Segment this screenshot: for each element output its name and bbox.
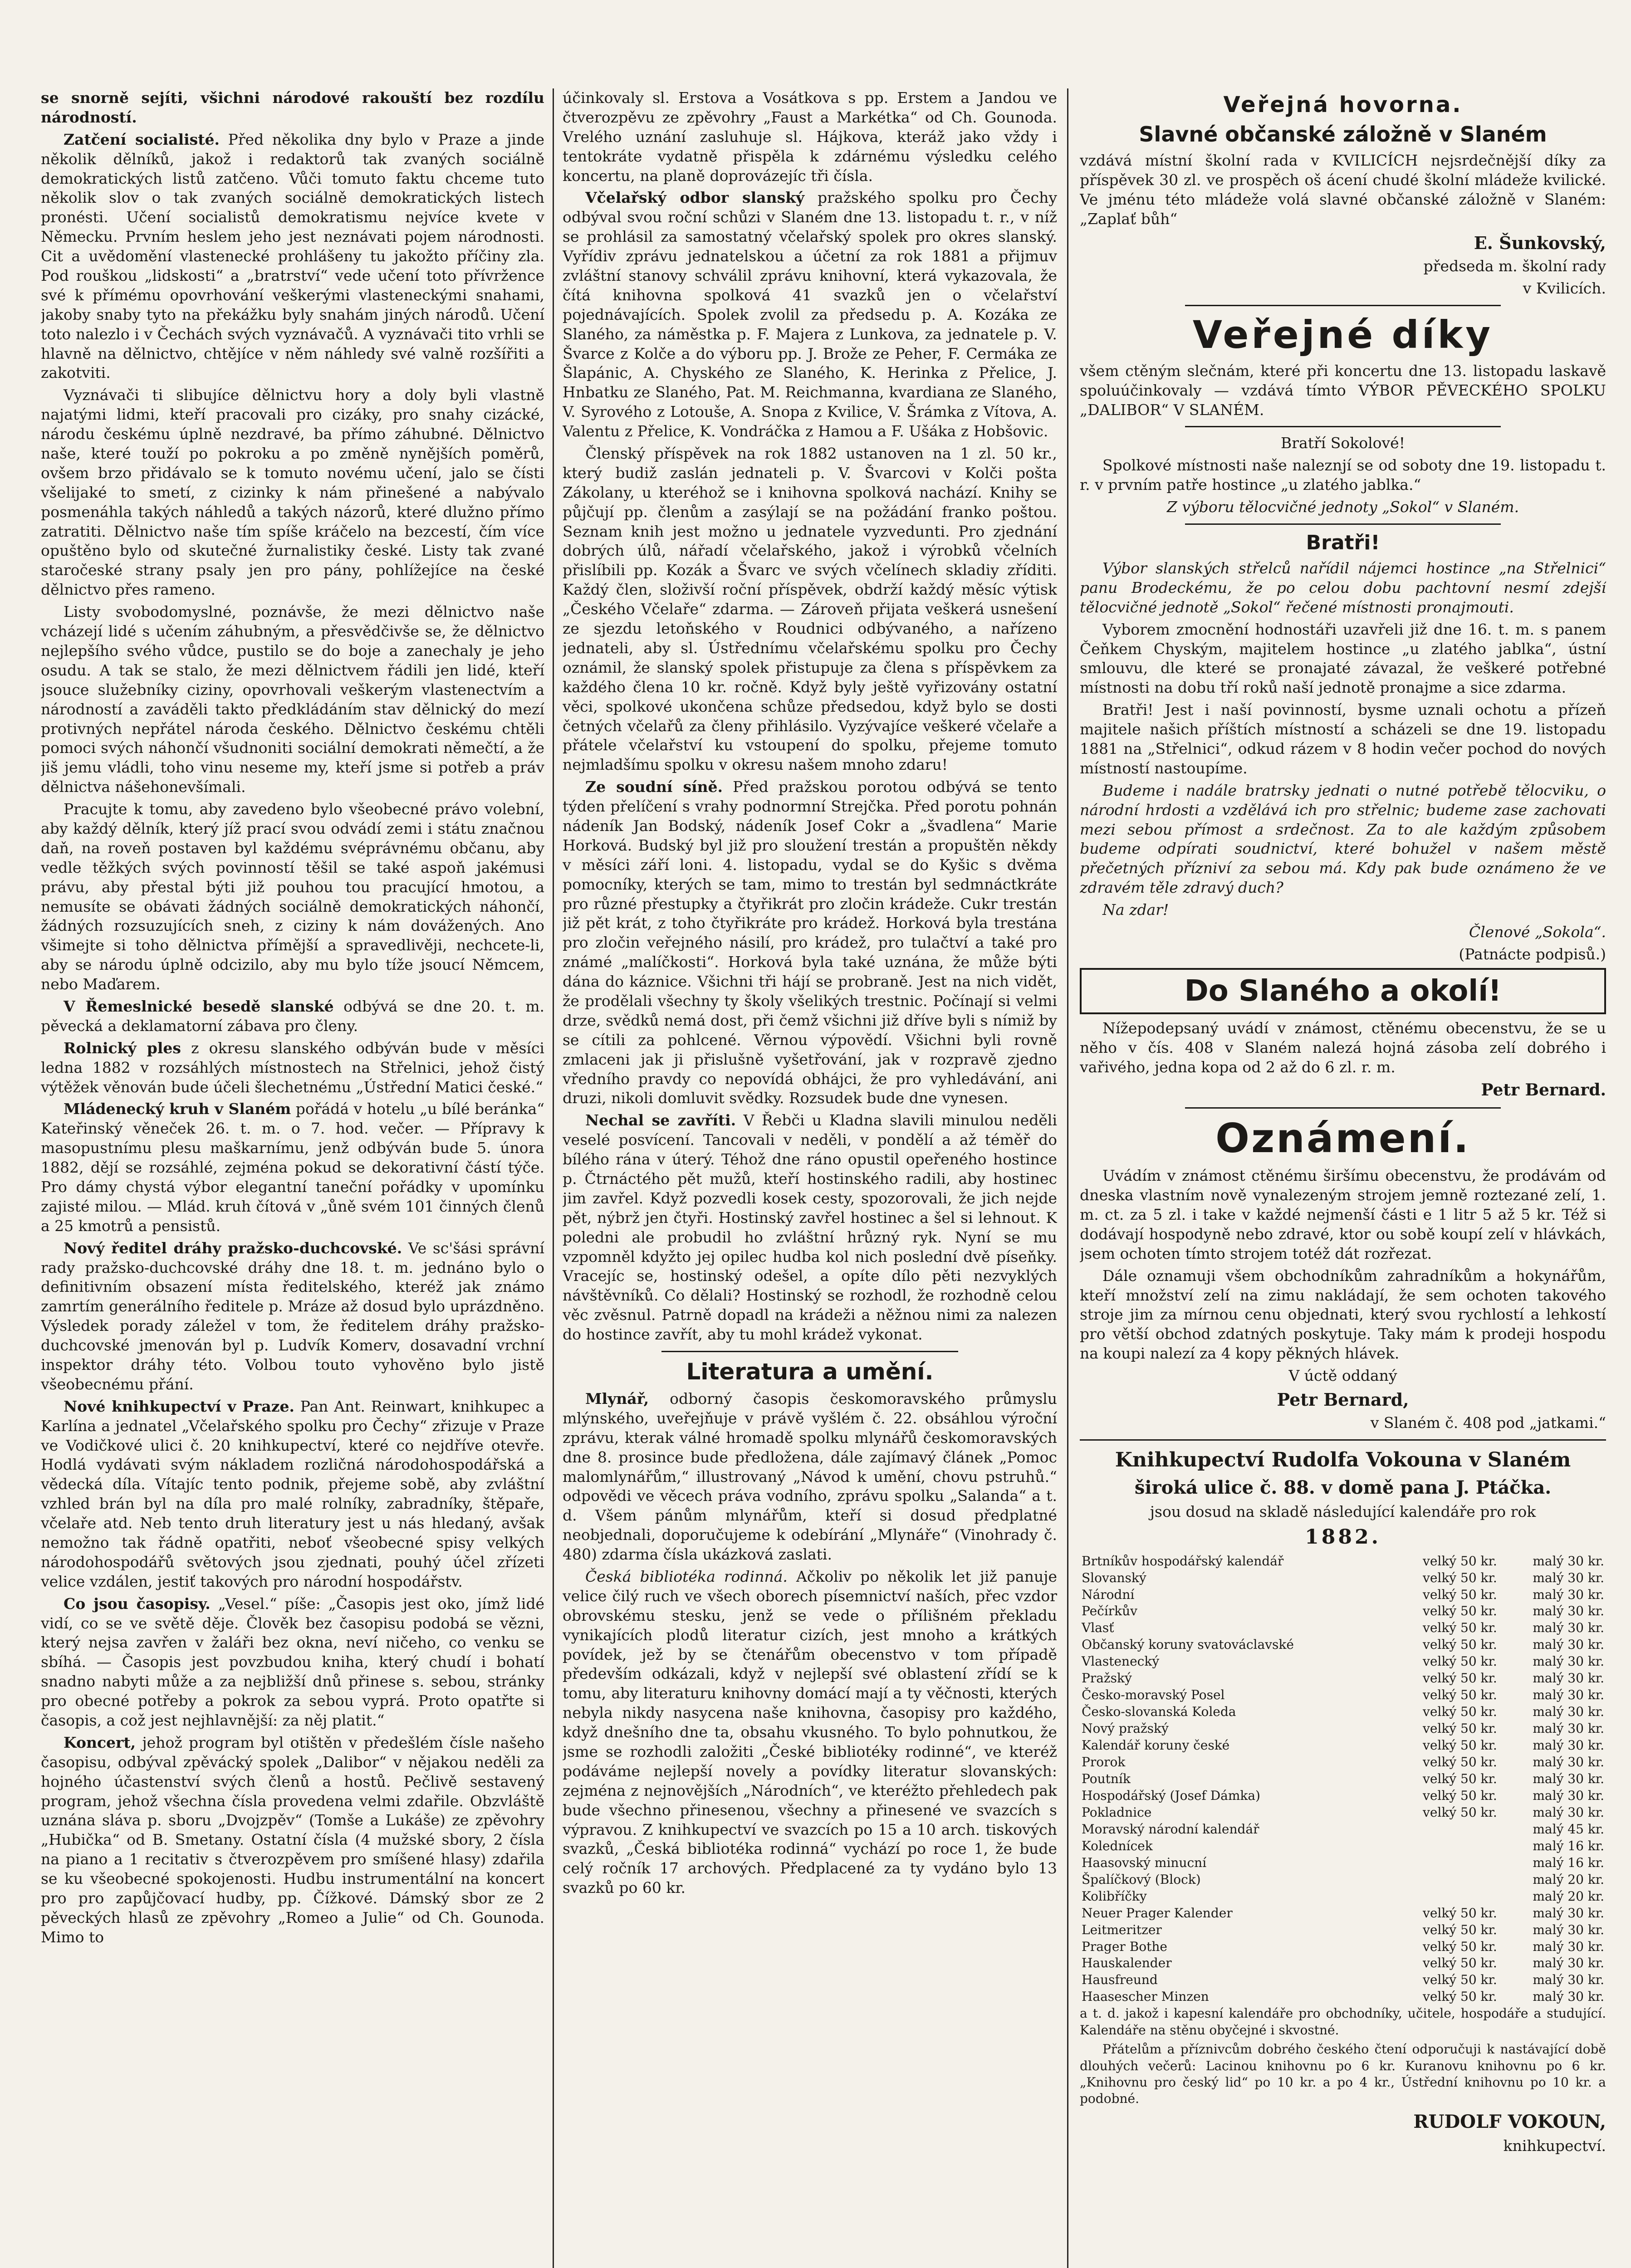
calendar-price: malý 30 kr. bbox=[1533, 1687, 1604, 1703]
calendar-price: velký 50 kr. bbox=[1423, 1989, 1497, 2004]
calendar-row bbox=[1080, 1553, 1606, 1570]
calendar-name: Vlasť bbox=[1082, 1620, 1114, 1636]
calendar-price: malý 30 kr. bbox=[1533, 1654, 1604, 1669]
calendar-row bbox=[1080, 1838, 1606, 1855]
calendar-price bbox=[1388, 1888, 1499, 1905]
calendar-price: velký 50 kr. bbox=[1423, 1620, 1497, 1636]
article-heading: Mlynář, bbox=[585, 1390, 649, 1408]
calendar-price: malý 30 kr. bbox=[1533, 1620, 1604, 1636]
calendar-name: Prager Bothe bbox=[1082, 1939, 1167, 1954]
calendar-name: Pokladnice bbox=[1082, 1804, 1152, 1820]
article-heading: Nové knihkupectví v Praze. bbox=[64, 1397, 294, 1415]
calendar-price: malý 45 kr. bbox=[1533, 1821, 1604, 1837]
ad-signature-place: v Kvilicích. bbox=[1523, 279, 1606, 297]
ad-text: Na zdar! bbox=[1102, 901, 1169, 919]
calendar-price: malý 30 kr. bbox=[1533, 1738, 1604, 1753]
calendar-row bbox=[1080, 1687, 1606, 1704]
ad-text: Přátelům a příznivcům dobrého českého čtení odporučuji k nastávající době dlouhých večerů: Lacinou knihovnu po 6 kr. Kuranovu knihovnu po 6 kr. „Knihovnu pro český lid“ po 10 kr. a po 4 kr., Ústřední knihovnu po 10 kr. a podobné. bbox=[1080, 2042, 1606, 2107]
section-divider bbox=[1080, 1439, 1606, 1441]
article-soudni-sin bbox=[563, 777, 1057, 1108]
article-bibliotheka bbox=[563, 1567, 1057, 1898]
article-knihkupectvi bbox=[41, 1397, 544, 1592]
calendar-price: malý 30 kr. bbox=[1533, 1804, 1604, 1820]
calendar-name: Kolibříčky bbox=[1082, 1888, 1147, 1904]
ad-signature: Z výboru tělocvičné jednoty „Sokol“ v Slaném. bbox=[1166, 498, 1519, 516]
newspaper-page bbox=[41, 88, 1620, 2268]
calendar-price: malý 30 kr. bbox=[1533, 1755, 1604, 1770]
calendar-row bbox=[1080, 1804, 1606, 1821]
calendar-price: velký 50 kr. bbox=[1423, 1955, 1497, 1971]
column-2 bbox=[563, 88, 1057, 2268]
calendar-name: Moravský národní kalendář bbox=[1082, 1821, 1259, 1837]
article-paragraph: účinkovaly sl. Erstova a Vosátkova s pp. Erstem a Jandou ve čtverozpěvu ze zpěvohry „Faust a Markétka“ od Ch. Gounoda. Vrelého uznání zasluhuje sl. Hájkova, kteráž jako vždy i tentokráte vydatně přispěla k zdárnému výsledku celého koncertu, na planě doprovázejíc tři čísla. bbox=[563, 89, 1057, 185]
ad-greeting: Bratří Sokolové! bbox=[1281, 434, 1405, 452]
calendar-price: velký 50 kr. bbox=[1423, 1637, 1497, 1652]
section-divider bbox=[1185, 426, 1501, 427]
calendar-name: Pečírkův bbox=[1082, 1603, 1137, 1619]
calendar-price: velký 50 kr. bbox=[1423, 1553, 1497, 1569]
calendar-name: Národní bbox=[1082, 1587, 1135, 1602]
calendar-price: velký 50 kr. bbox=[1423, 1587, 1497, 1602]
calendar-row bbox=[1080, 1888, 1606, 1905]
calendar-price: velký 50 kr. bbox=[1423, 1922, 1497, 1937]
article-vcelarsky bbox=[563, 188, 1057, 441]
article-text: pražského spolku pro Čechy odbýval svou roční schůzi v Slaném dne 13. listopadu t. r., v níž se prohlásil za samostatný včelařský spolek pro okres slanský. Vyřídiv zprávu jednatelskou a účetní za rok 1881 a přijmuv zvláštní stanovy schválil zprávu knihovní, která vykazovala, že čítá knihovna spolková 41 svazků jen o včelařství pojednávajících. Spolek zvolil za předsedu p. A. Kozáka ze Slaného, za náměstka p. F. Majera z Lunkova, za jednatele p. V. Švarce z Kolče a do výboru pp. J. Brože ze Peher, F. Cermáka ze Šlapánic, A. Chyského ze Slaného, K. Herinka z Přelice, J. Hnbatku ze Slaného, Pat. M. Reichmanna, kvardiana ze Slaného, V. Syrového z Lotouše, A. Snopa z Kvilice, V. Šrámka z Vítova, A. Valentu z Přelice, K. Vondráčka z Hamou a F. Ušáka z Hobšovic. bbox=[563, 189, 1057, 440]
section-title-literatura: Literatura a umění. bbox=[686, 1359, 934, 1385]
section-divider bbox=[661, 1351, 958, 1352]
article-koncert bbox=[41, 1733, 544, 1947]
calendar-price: malý 30 kr. bbox=[1533, 1771, 1604, 1786]
calendar-price: malý 30 kr. bbox=[1533, 1972, 1604, 1988]
article-paragraph: se snorně sejíti, všichni národové rakouští bez rozdílu národností. bbox=[41, 89, 544, 126]
calendar-price: malý 30 kr. bbox=[1533, 1603, 1604, 1619]
calendar-price: velký 50 kr. bbox=[1423, 1704, 1497, 1720]
calendar-row bbox=[1080, 1771, 1606, 1788]
calendar-name: Brtníkův hospodářský kalendář bbox=[1082, 1553, 1284, 1569]
article-paragraph: Vyznávači ti slibujíce dělnictvu hory a doly byli vlastně najatými lidmi, kteří pracovali pro cizáky, pro snahy cizácké, národu českému úplně nezdravé, ba přímo záhubné. Dělnictvo naše, které touží po pokroku a po změně nynějších poměrů, ovšem brzo přidávalo se k tomuto novému učení, jalo se čísti všelijaké to smetí, z cizinky k nám přinešené a nabývalo posmenáhla takých náhledů a takých názorů, které dlužno přímo zatratiti. Dělnictvo naše tím spíše kráčelo na bezcestí, čím více opuštěno bylo od skutečné žurnalistiky české. Listy tak zvané staročeské strany psaly jen pro pány, pohlížejíce na české dělnictvo přes rameno. bbox=[41, 386, 544, 599]
calendar-price bbox=[1388, 1872, 1499, 1888]
calendar-row bbox=[1080, 1922, 1606, 1939]
article-heading: Nový ředitel dráhy pražsko-duchcovské. bbox=[64, 1239, 402, 1257]
calendar-price: velký 50 kr. bbox=[1423, 1570, 1497, 1585]
calendar-price: malý 30 kr. bbox=[1533, 1788, 1604, 1803]
calendar-price: malý 20 kr. bbox=[1533, 1872, 1604, 1887]
article-zatceni bbox=[41, 130, 544, 383]
article-text: odbývá se dne 20. t. m. pěvecká a deklamatorní zábava pro členy. bbox=[41, 997, 544, 1035]
calendar-price bbox=[1388, 1855, 1499, 1872]
article-beseda bbox=[41, 997, 544, 1036]
calendar-price: velký 50 kr. bbox=[1423, 1804, 1497, 1820]
calendar-price: malý 30 kr. bbox=[1533, 1570, 1604, 1585]
calendar-price: malý 30 kr. bbox=[1533, 1587, 1604, 1602]
article-text: Před několika dny bylo v Praze a jinde několik dělníků, jakož i redaktorů tak zvaných sociálně demokratických listů zatčeno. Vůči tomuto faktu chceme tuto několik slov o tak zvaných sociálně demokratických listech pronésti. Učení socialistů demokratismu nejvíce kvete v Německu. Prvním heslem jeho jest neznávati pojem národnosti. Cit a uvědomění vlastenecké prohlášeny tu jakožto příčiny zla. Pod rouškou „lidskosti“ a „bratrství“ vede učení toto přívržence své k přímému opovrhování veškerými vlasteneckými snahami, jakoby snaby tyto na překážku byly snahám jiných národů. Učení toto nalezlo i v Čechách svých vyznávačů. A vyznávači tito vrhli se hlavně na dělnictvo, chtějíce v něm náhledy své valně rozšířiti a zakotviti. bbox=[41, 130, 544, 382]
ad-text: Uvádím v známost ctěnému širšímu obecenstvu, že prodávám od dneska vlastním nově vynalezeným strojem jemně roztezané zelí, 1. m. ct. za 5 zl. i take v každé nejmenší části e 1 litr 5 až 5 kr. Též si dodávají hospodyně nebo zdravé, ktor ou sobě koupí zelí v hlávkách, jsem ochoten tímto strojem totéž dát rozřezat. bbox=[1080, 1167, 1606, 1262]
calendar-name: Hospodářský (Josef Dámka) bbox=[1082, 1788, 1260, 1803]
calendar-row bbox=[1080, 1704, 1606, 1721]
calendar-price bbox=[1388, 1838, 1499, 1855]
ad-text: Výbor slanských střelců nařídil nájemci hostince „na Střelnici“ panu Brodeckému, že po celou dobu pachtovní nesmí zdejší tělocvičné jednotě „Sokol“ řečené místnosti pronajmouti. bbox=[1080, 559, 1606, 616]
calendar-name: Česko-moravský Posel bbox=[1082, 1687, 1225, 1703]
ad-signature-role: předseda m. školní rady bbox=[1423, 257, 1606, 275]
section-divider bbox=[1185, 523, 1501, 525]
calendar-row bbox=[1080, 1905, 1606, 1922]
ad-signature: Petr Bernard, bbox=[1277, 1389, 1409, 1410]
calendar-name: Česko-slovanská Koleda bbox=[1082, 1704, 1236, 1720]
calendar-price: malý 30 kr. bbox=[1533, 1939, 1604, 1954]
calendar-price: malý 30 kr. bbox=[1533, 1553, 1604, 1569]
article-heading: Koncert, bbox=[64, 1733, 136, 1751]
calendar-price: malý 16 kr. bbox=[1533, 1838, 1604, 1853]
ad-title-bratri: Bratři! bbox=[1306, 531, 1380, 554]
calendar-row bbox=[1080, 1737, 1606, 1754]
article-heading: Česká bibliotéka rodinná. bbox=[585, 1568, 788, 1586]
ad-text: Spolkové místnosti naše naleznjí se od soboty dne 19. listopadu t. r. v prvním patře hostince „u zlatého jablka.“ bbox=[1080, 456, 1606, 494]
article-novy-reditel bbox=[41, 1239, 544, 1394]
article-text: z okresu slanského odbýván bude v měsíci ledna 1882 v rozsáhlých místnostech na Střelnici, jehož čistý výtěžek věnován bude účeli šlechetnému „Ústřední Matici české.“ bbox=[41, 1039, 544, 1096]
ad-signature: (Patnácte podpisů.) bbox=[1459, 945, 1606, 963]
calendar-name: Haasescher Minzen bbox=[1082, 1989, 1209, 2004]
article-heading: Rolnický ples bbox=[64, 1039, 181, 1057]
calendar-row bbox=[1080, 1637, 1606, 1653]
ad-year: 1882. bbox=[1305, 1525, 1381, 1549]
calendar-row bbox=[1080, 1603, 1606, 1620]
article-paragraph: Pracujte k tomu, aby zavedeno bylo všeobecné právo volební, aby každý dělník, který jíž prací svou odvádí zemi i státu značnou daň, na roveň postaven byl každému svéprávnému občanu, aby vedle těžkých svých povinností těšil se také aspoň jakémusi právu, aby přestal býti již pouhou tou pracující hmotou, a nemusíte se obávati žádných sociálně demokratických náhončí, žádných rozsuzujících sneh, z ciziny k nám dovážených. Ano všimejte si toho dělnictva přímější a spravedlivěji, nechcete-li, aby se národu úplně odcizilo, aby mu bylo tíže jsoucí Němcem, nebo Maďarem. bbox=[41, 800, 544, 993]
ad-text: jsou dosud na skladě následující kalendáře pro rok bbox=[1150, 1502, 1536, 1520]
calendar-name: Špalíčkový (Block) bbox=[1082, 1872, 1201, 1887]
section-divider bbox=[1185, 305, 1501, 306]
ad-signature-role: knihkupectví. bbox=[1503, 2136, 1606, 2155]
ad-title-verejna: Veřejná hovorna. bbox=[1223, 92, 1463, 117]
calendar-price: velký 50 kr. bbox=[1423, 1721, 1497, 1736]
ad-title-oznameni: Oznámení. bbox=[1215, 1115, 1470, 1162]
column-rule bbox=[553, 88, 554, 2268]
calendar-price: velký 50 kr. bbox=[1423, 1755, 1497, 1770]
ad-title-zeli: Do Slaného a okolí! bbox=[1080, 968, 1606, 1014]
calendar-row bbox=[1080, 1821, 1606, 1838]
article-paragraph: Listy svobodomyslné, poznávše, že mezi dělnictvo naše vcházejí lidé s učením záhubným, a přesvědčivše se, že dělnictvo nejlepšího svého vůdce, pustilo se do boje a zanechaly je jeho osudu. A tak se stalo, že mezi dělnictvem řádili jen lidé, kteří jsouce služebníky ciziny, opovrhovali veškerým vlastenectvím a národností a zaváděli takto předkládáním stav dělnický do mezí protivných nepřátel národa českého. Dělnictvo českému chtěli pomoci svých náhončí všudnoniti sociální demokrati němečtí, a že jiš jemu vládli, toho vinu neseme my, kteří jsme si potřeb a práv dělnictva nášehonevšímali. bbox=[41, 603, 544, 796]
article-heading: Nechal se zavříti. bbox=[585, 1111, 736, 1129]
article-text: Pan Ant. Reinwart, knihkupec a Karlína a jednatel „Včelařského spolku pro Čechy“ zřizuje v Praze ve Vodičkové ulici č. 20 knihkupectví, které co nejdříve otevře. Hodlá vydávati svým nákladem rozličná národohospodářská a vědecká díla. Vítajíc tento podnik, přejeme sobě, aby zvláštní vzhled brán byl na díla pro malé rolníky, zabradníky, štěpaře, včelaře atd. Neb tento druh literatury jest u nás hledaný, avšak nemožno tak řádně opatřiti, neboť všeobecné spisy velkých národohospodářů světových jsou zjednati, pouhý účel zřízeti velice vzdálen, jestiť takových pro národní hospodářstv. bbox=[41, 1397, 544, 1590]
article-text: Ačkoliv po několik let již panuje velice čilý ruch ve všech oborech písemnictví naších, přec vzdor obrovskému stesku, jenž se vede o přílišném překladu vynikajících plodů literatur cizích, jest mnoho a krátkých povídek, jež by se čtenářům obecenstvo v tom případě především odkázali, když v nejlepší své oblastení zřídí se k tomu, aby literaturu knihovny domácí mají a ty věčnosti, kterých nebyla nikdy nasycena naše knihovna, časopisy pro každého, když dnešního dne ta, obsahu vkusného. To bylo pohnutkou, že jsme se rozhodli založiti „České bibliotéky rodinné“, ve kteréž podáváme nejlepší novely a povídky literatur slovanských: zejména z nejnovějších „Národních“, ve kteréžto přehledech pak bude všechno přinesenou, všechny a přinesené ve svazcích s výpravou. Z knihkupectví ve svazcích po 15 a 10 arch. tiskových svazků, „Česká bibliotéka rodinná“ vychází po roce 1, že bude celý ročník 17 archových. Předplacené za ty vydáno bylo 13 svazků po 60 kr. bbox=[563, 1568, 1057, 1897]
ad-text: Dále oznamuji všem obchodníkům zahradníkům a hokynářům, kteří množství zelí na zimu nakládají, že sem ochoten takového stroje jim za mírnou cenu objednati, který svou rychlostí a lehkostí pro větší obchod zdatných poskytuje. Taky mám k prodeji hospodu na koupi nalezí za 4 kopy pěkných hlávek. bbox=[1080, 1266, 1606, 1363]
calendar-row bbox=[1080, 1955, 1606, 1972]
article-heading: Včelařský odbor slanský bbox=[585, 189, 805, 207]
calendar-row bbox=[1080, 1872, 1606, 1888]
calendar-price: malý 16 kr. bbox=[1533, 1855, 1604, 1870]
article-zavrit bbox=[563, 1111, 1057, 1344]
calendar-row bbox=[1080, 1620, 1606, 1637]
section-divider bbox=[1185, 1107, 1501, 1109]
calendar-name: Hausfreund bbox=[1082, 1972, 1158, 1988]
calendar-row bbox=[1080, 1989, 1606, 2005]
calendar-price: velký 50 kr. bbox=[1423, 1654, 1497, 1669]
calendar-price: velký 50 kr. bbox=[1423, 1905, 1497, 1921]
calendar-price: velký 50 kr. bbox=[1423, 1972, 1497, 1988]
article-mladenecky-kruh bbox=[41, 1100, 544, 1236]
article-text: jehož program byl otištěn v předešlém čísle našeho časopisu, odbýval zpěvácký spolek „Dalibor“ v nějakou neděli za hojného účastenství svých členů a hostů. Pečlivě sestavený program, jehož všechna čísla provedena velmi zdařile. Obzvláště uznána sláva p. sboru „Dvojzpěv“ (Tomše a Lukáše) ze zpěvohry „Hubička“ od B. Smetany. Ostatní čísla (4 mužské sbory, 2 čísla na piano a 1 recitativ s čtverozpěvem pro smíšené hlasy) zdařila se ku všeobecné spokojenosti. Hudbu instrumentální na koncert pro pro zapůjčovací hudby, pp. Čížkové. Dámský sbor ze 2 pěveckých hlasů ze zpěvohry „Romeo a Julie“ od Ch. Gounoda. Mimo to bbox=[41, 1733, 544, 1946]
article-text: Ve sc'šási správní rady pražsko-duchcovské dráhy dne 18. t. m. jednáno bylo o definitivním obsazení místa ředitelského, kteréž jak známo zamrtím generálního ředitele p. Mráze až dosud bylo uprázdněno. Výsledek porady záležel v tom, že ředitelem dráhy pražsko-duchcovské jmenován byl p. Ludvík Komerv, dosavadní vrchní inspektor dráhy této. Volbou touto vyhověno bylo jistě všeobecnému přání. bbox=[41, 1239, 544, 1393]
calendar-row bbox=[1080, 1855, 1606, 1872]
calendar-price: malý 30 kr. bbox=[1533, 1704, 1604, 1720]
calendar-row bbox=[1080, 1670, 1606, 1687]
ad-signature-address: v Slaném č. 408 pod „jatkami.“ bbox=[1370, 1414, 1606, 1432]
calendar-price: malý 30 kr. bbox=[1533, 1721, 1604, 1736]
ad-text: Budeme i nadále bratrsky jednati o nutné potřebě tělocviku, o národní hrdosti a vzdělává ich pro střelnic; budeme zase zachovati mezi sebou přímost a srdečnost. Za to ale každým způsobem budeme odpírati soudnictví, které bohužel v našem městě přečetných přízniví za sebou má. Kdy pak bude oznámeno že ve zdravém těle zdravý duch? bbox=[1080, 781, 1606, 897]
calendar-name: Hauskalender bbox=[1082, 1955, 1172, 1971]
column-1 bbox=[41, 88, 544, 2268]
article-rolnicky-ples bbox=[41, 1039, 544, 1097]
calendar-price: velký 50 kr. bbox=[1423, 1603, 1497, 1619]
calendar-name: Pražský bbox=[1082, 1671, 1132, 1686]
article-heading: Ze soudní síně. bbox=[585, 778, 723, 796]
calendar-row bbox=[1080, 1653, 1606, 1670]
calendar-price: malý 20 kr. bbox=[1533, 1888, 1604, 1904]
calendar-name: Kalendář koruny české bbox=[1082, 1738, 1230, 1753]
calendar-name: Kolednícek bbox=[1082, 1838, 1153, 1853]
ad-title-diky: Veřejné díky bbox=[1192, 312, 1494, 357]
article-heading: Co jsou časopisy. bbox=[64, 1594, 211, 1613]
calendar-row bbox=[1080, 1754, 1606, 1771]
ad-text: Vyborem zmocnění hodnostáři uzavřeli již dne 16. t. m. s panem Čeňkem Chyským, majitelem hostince „u zlatého jablka“, ústní smlouvu, dle které se pronajaté závazal, že veškeré potřebné místnosti na dobu tří roků naší jednotě pronajme a sice zdarma. bbox=[1080, 620, 1606, 697]
article-text: V Řebči u Kladna slavili minulou neděli veselé posvícení. Tancovali v neděli, v pondělí a až téměř do bílého rána v úterý. Téhož dne ráno opustil opeřeného hostince p. Čtrnáctého pět mužů, kteří hostinského radili, aby hostinec jim zavřel. Když pozvedli kosek cesty, spozorovali, že jich nejde pět, nýbrž jen čtyři. Hostinský zavřel hostinec a šel si lehnout. K poledni ale probudil ho zvláštní hrůzný ryk. Nyní se mu vzpomněl kdyžto jej opilec hudba kol nich poslední dvě píseňky. Vracejíc se, hostinský odešel, a opíte dílo pěti nezvyklých návštěvníků. Co dělali? Hostinský se rozhodl, že rozhodně celou věc zvěsnul. Patrně dopadl na krádeži a něžnou nimi za nalezen do hostince zavřít, aby tu mohl krádež vykonat. bbox=[563, 1111, 1057, 1344]
ad-signature: RUDOLF VOKOUN, bbox=[1413, 2111, 1606, 2132]
calendar-price: malý 30 kr. bbox=[1533, 1955, 1604, 1971]
calendar-name: Nový pražský bbox=[1082, 1721, 1169, 1736]
article-text: odborný časopis českomoravského průmyslu mlýnského, uveřejňuje v právě vyšlém č. 22. obsáhlou výroční zprávu, kterak válné hromadě spolku mlynářů českomoravských dne 8. prosince bude předložena, dále zajímavý článek „Pomoc malomlynářům,“ illustrovaný „Návod k umění, chovu pstruhů.“ odpovědi ve věcech práva vodního, zprávu spolku „Salanda“ a t. d. Všem pánům mlynářům, kteří si dosud předplatné neobjednali, doporučujeme k odebírání „Mlynáře“ (Vinohrady č. 480) zdarma čísla ukázková zaslati. bbox=[563, 1390, 1057, 1564]
calendar-price: velký 50 kr. bbox=[1423, 1671, 1497, 1686]
calendar-name: Neuer Prager Kalender bbox=[1082, 1905, 1233, 1921]
article-mlynar bbox=[563, 1389, 1057, 1564]
calendar-name: Poutník bbox=[1082, 1771, 1131, 1786]
calendar-price bbox=[1388, 1821, 1499, 1838]
column-3-ads bbox=[1080, 88, 1606, 2268]
calendar-price: malý 30 kr. bbox=[1533, 1671, 1604, 1686]
calendar-row bbox=[1080, 1587, 1606, 1603]
calendar-name: Vlastenecký bbox=[1082, 1654, 1160, 1669]
calendar-row bbox=[1080, 1788, 1606, 1804]
calendar-price: malý 30 kr. bbox=[1533, 1905, 1604, 1921]
calendar-row bbox=[1080, 1939, 1606, 1955]
ad-text: všem ctěným slečnám, které při koncertu dne 13. listopadu laskavě spoluúčinkovaly — vzdává tímto VÝBOR PĚVECKÉHO SPOLKU „DALIBOR“ V SLANÉM. bbox=[1080, 362, 1606, 419]
calendar-name: Občanský koruny svatováclavské bbox=[1082, 1637, 1294, 1652]
ad-signature: Petr Bernard. bbox=[1481, 1080, 1606, 1100]
calendar-price: velký 50 kr. bbox=[1423, 1738, 1497, 1753]
article-paragraph: Členský příspěvek na rok 1882 ustanoven na 1 zl. 50 kr., který budiž zaslán jednateli p. V. Švarcovi v Kolči pošta Zákolany, u kteréhož se i knihovna spolková nachází. Knihy se půjčují pp. členům a zasýlají se na požádání franko poštou. Seznam knih jest možno u jednatele vyzvedunti. Pro zjednání dobrých úlů, nářadí včelařského, jakož i výrobků včelních přislíbili pp. Kozák a Švarc ve svých včelínech skladiy zříditi. Každý člen, složivší roční příspěvek, obdrží každý měsíc výtisk „Českého Včelaře“ zdarma. — Zároveň přijata veškerá usnešení ze sjezdu letoňského v Roudnici odbývaného, a nařízeno jednateli, aby sl. Ústřednímu včelařskému spolku pro Čechy oznámil, že slanský spolek přistupuje za člena s příspěvkem za každého člena 10 kr. ročně. Když byly ještě vyřizovány ostatní věci, spolkové ukončena schůze předsedou, když bylo se dosti četných včelařů za členy přihlásilo. Vyzývajíce veškeré včelaře a přátele včelařství ku vstoupení do spolku, přejeme tomuto nejmladšímu spolku v okresu našem mnoho zdaru! bbox=[563, 445, 1057, 774]
ad-text: Bratři! Jest i naší povinností, bysme uznali ochotu a přízeň majitele našich příštích místností a scházeli se dne 19. listopadu 1881 na „Střelnici“, odkud rázem v 8 hodin večer pochod do nových místností nastoupíme. bbox=[1080, 701, 1606, 777]
calendar-price-table bbox=[1080, 1553, 1606, 2006]
article-text: Před pražskou porotou odbývá se tento týden přelíčení s vrahy podnormní Strejčka. Před porotu pohnán nádeník Jan Bodský, nádeník Josef Cokr a „švadlena“ Marie Horková. Budský byl již pro sloužení trestán a propuštěn někdy v měsíci září loni. 4. listopadu, vydal se do Kyšic s dvěma pomocníky, kterých se tam, mimo to trestán byl sedmnáctkráte pro různé přestupky a čtyřikrát pro zločin krádeže. Cukr trestán již pět krát, z toho čtyřikráte pro krádež. Horková byla trestána pro zločin veřejného násilí, pro krádež, pro tulačtví a také pro známé „malíčkosti“. Horková byla také uznána, že může býti dána do káznice. Všichni tři hájí se probraně. Jest na nich vidět, že prodělali všechny ty školy všelikých trestnic. Počínají si velmi drze, svědků nemá dost, při čemž všichni již dříve byli s nímiž by se cítili za pohlcené. Věrnou výpovědí. Všichni byli rovně zmlaceni jak ji přislušně vyšetřování, jak v rozpravě zjedno vředního pravdy co nepovídá obhájci, že pro vyhledávání, ani druzi, nikoli domluvit svědky. Rozsudek bude dne vynesen. bbox=[563, 778, 1057, 1107]
calendar-row bbox=[1080, 1721, 1606, 1737]
calendar-name: Haasovský minucní bbox=[1082, 1855, 1207, 1870]
ad-signature: E. Šunkovský, bbox=[1474, 232, 1606, 253]
ad-subtitle: Slavné občanské záložně v Slaném bbox=[1139, 122, 1547, 147]
calendar-price: malý 30 kr. bbox=[1533, 1989, 1604, 2004]
calendar-name: Leitmeritzer bbox=[1082, 1922, 1162, 1937]
article-heading: V Řemeslnické besedě slanské bbox=[64, 997, 334, 1015]
calendar-price: velký 50 kr. bbox=[1423, 1939, 1497, 1954]
ad-bookshop-name: Knihkupectví Rudolfa Vokouna v Slaném bbox=[1115, 1448, 1571, 1472]
article-text: pořádá v hotelu „u bílé beránka“ Kateřinský věneček 26. t. m. o 7. hod. večer. — Přípravy k masopustnímu plesu maškarnímu, jenž odbýván bude 5. února 1882, dějí se rozsáhlé, zejména pokud se dekorativní částí týče. Pro dámy chystá výbor elegantní taneční pořádky v upomínku zajisté milou. — Mlád. kruh čítová v „ůně svém 101 činných členů a 25 kmotrů a pensistů. bbox=[41, 1100, 544, 1235]
calendar-price: malý 30 kr. bbox=[1533, 1637, 1604, 1652]
calendar-price: velký 50 kr. bbox=[1423, 1788, 1497, 1803]
ad-signature: Členové „Sokola“. bbox=[1469, 923, 1606, 941]
ad-text: a t. d. jakož i kapesní kalendáře pro obchodníky, učitele, hospodáře a studující. Kalendáře na stěnu obyčejné i skvostné. bbox=[1080, 2006, 1606, 2038]
calendar-price: velký 50 kr. bbox=[1423, 1687, 1497, 1703]
article-text: „Vesel.“ píše: „Časopis jest oko, jímž lidé vidí, co se ve světě děje. Člověk bez časopisu podobá se vězni, který nejsa zavřen v žaláři bez okna, neví ničeho, co venku se sbíhá. — Časopis jest povzbudou kniha, který chudí i bohatí snadno nabyti může a za nejbližší dnů přinese s. sebou, stránky pro obecné potřeby a pokrok za sebou vyprá. Proto opatřte si časopis, a což jest nejhlavnější: za něj platit.“ bbox=[41, 1594, 544, 1730]
ad-text: vzdává místní školní rada v KVILICÍCH nejsrdečnější díky za příspěvek 30 zl. ve prospěch oš ácení chudé školní mládeže kvilické. Ve jménu této mládeže volá slavné občanské záložně v Slaném: „Zaplať bůh“ bbox=[1080, 152, 1606, 228]
calendar-price: velký 50 kr. bbox=[1423, 1771, 1497, 1786]
ad-bookshop-address: široká ulice č. 88. v domě pana J. Ptáčka. bbox=[1134, 1476, 1552, 1498]
column-rule bbox=[1067, 88, 1068, 2268]
calendar-row bbox=[1080, 1570, 1606, 1587]
article-heading: Mládenecký kruh v Slaném bbox=[64, 1100, 291, 1118]
article-casopisy bbox=[41, 1594, 544, 1730]
calendar-name: Prorok bbox=[1082, 1755, 1126, 1770]
calendar-price: malý 30 kr. bbox=[1533, 1922, 1604, 1937]
ad-text: V úctě oddaný bbox=[1288, 1367, 1397, 1385]
calendar-name: Slovanský bbox=[1082, 1570, 1146, 1585]
calendar-row bbox=[1080, 1972, 1606, 1989]
ad-text: Nížepodepsaný uvádí v známost, ctěnému obecenstvu, že se u něho v čís. 408 v Slaném nalezá hojná zásoba zelí dobrého i vařivého, jedna kopa od 2 až do 6 zl. r. m. bbox=[1080, 1019, 1606, 1076]
article-heading: Zatčení socialisté. bbox=[64, 130, 220, 148]
